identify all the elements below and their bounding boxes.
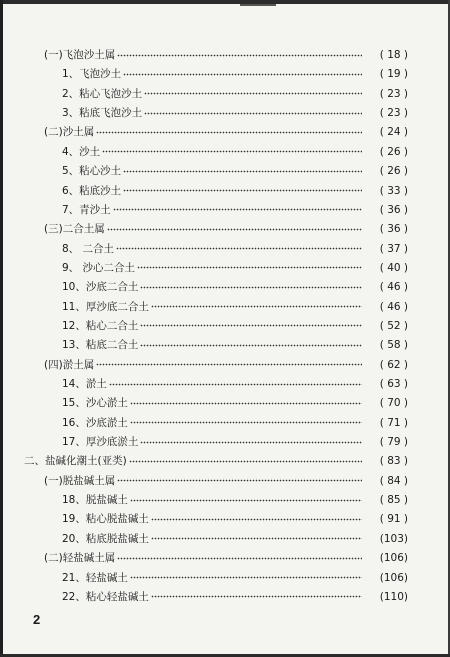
toc-entry	[0, 221, 450, 237]
dot-leader	[109, 380, 362, 388]
toc-entry-title: 5、粘心沙土	[62, 165, 122, 178]
toc-entry-title: (三)二合土属	[44, 223, 105, 236]
toc-entry-title: 17、厚沙底淤土	[62, 436, 139, 448]
dot-leader	[123, 167, 362, 175]
toc-entry	[0, 86, 450, 102]
toc-entry	[0, 550, 450, 566]
dot-leader	[117, 554, 362, 562]
toc-entry	[0, 144, 450, 160]
toc-entry	[0, 589, 450, 605]
dot-leader	[130, 399, 362, 407]
toc-entry-page: ( 40 )	[379, 261, 408, 274]
dot-leader	[151, 535, 362, 543]
dot-leader	[129, 457, 362, 465]
toc-entry-page: ( 24 )	[379, 126, 408, 139]
toc-entry-page: ( 23 )	[379, 107, 408, 120]
toc-entry-page: ( 18 )	[379, 49, 408, 61]
toc-entry-page: (110)	[379, 590, 408, 603]
toc-entry-page: ( 85 )	[379, 494, 408, 507]
toc-entry-title: 1、飞泡沙土	[62, 68, 122, 81]
toc-entry-page: ( 91 )	[379, 513, 408, 526]
toc-entry	[0, 183, 450, 199]
toc-entry	[0, 531, 450, 547]
toc-entry-title: 15、沙心淤土	[62, 397, 128, 410]
toc-entry-page: ( 26 )	[379, 165, 408, 178]
dot-leader	[102, 148, 362, 156]
dot-leader	[130, 574, 362, 582]
toc-entry-title: 4、沙土	[62, 145, 101, 158]
toc-entry-title: (一)飞泡沙土属	[44, 49, 116, 61]
dot-leader	[130, 419, 362, 427]
toc-entry-title: 22、粘心轻盐碱土	[62, 590, 149, 603]
toc-entry-title: 14、淤土	[62, 378, 107, 390]
dot-leader	[137, 264, 362, 272]
toc-entry-page: ( 63 )	[379, 378, 408, 390]
dot-leader	[144, 109, 362, 117]
toc-entry-page: ( 26 )	[379, 145, 408, 158]
toc-entry-title: (二)轻盐碱土属	[44, 552, 116, 565]
toc-entry-page: ( 62 )	[379, 358, 408, 371]
toc-entry	[0, 570, 450, 586]
page-number: 2	[33, 612, 41, 627]
toc-entry-page: ( 19 )	[379, 68, 408, 81]
dot-leader	[144, 90, 362, 98]
toc-entry-title: 8、 二合土	[62, 242, 115, 255]
dot-leader	[130, 496, 362, 504]
toc-entry	[0, 337, 450, 353]
dot-leader	[117, 51, 362, 59]
dot-leader	[117, 477, 362, 485]
toc-entry-title: 3、粘底飞泡沙土	[62, 107, 143, 120]
toc-entry	[0, 395, 450, 411]
toc-entry	[0, 376, 450, 392]
toc-entry-title: 16、沙底淤土	[62, 416, 128, 429]
dot-leader	[151, 593, 362, 601]
dot-leader	[96, 361, 362, 369]
dot-leader	[113, 206, 362, 214]
toc-entry	[0, 279, 450, 295]
toc-entry	[0, 202, 450, 218]
toc-entry-page: ( 37 )	[379, 242, 408, 255]
toc-entry	[0, 415, 450, 431]
toc-entry-title: 13、粘底二合土	[62, 339, 139, 352]
toc-entry-page: ( 33 )	[379, 184, 408, 197]
toc-entry-title: 20、粘底脱盐碱土	[62, 532, 149, 545]
toc-entry-title: 7、青沙土	[62, 203, 111, 216]
dot-leader	[140, 322, 362, 330]
toc-entry	[0, 511, 450, 527]
toc-entry-page: ( 36 )	[379, 203, 408, 216]
toc-entry-title: 2、粘心飞泡沙土	[62, 87, 143, 100]
toc-entry-page: (106)	[379, 571, 408, 584]
toc-entry-page: ( 46 )	[379, 300, 408, 313]
dot-leader	[96, 128, 362, 136]
toc-entry	[0, 105, 450, 121]
toc-entry-page: ( 70 )	[379, 397, 408, 410]
toc-entry	[0, 66, 450, 82]
toc-entry	[0, 318, 450, 334]
toc-entry-page: (106)	[379, 552, 408, 565]
toc-entry-title: 21、轻盐碱土	[62, 571, 128, 584]
toc-entry-page: ( 79 )	[379, 436, 408, 448]
dot-leader	[140, 341, 362, 349]
toc-entry-page: ( 23 )	[379, 87, 408, 100]
toc-entry	[0, 163, 450, 179]
toc-entry-title: 9、 沙心二合土	[62, 261, 136, 274]
toc-entry-page: ( 58 )	[379, 339, 408, 352]
toc-entry	[0, 47, 450, 63]
dot-leader	[140, 283, 362, 291]
toc-entry	[0, 260, 450, 276]
toc-entry-page: ( 52 )	[379, 319, 408, 332]
toc-entry	[0, 434, 450, 450]
toc-entry-title: 19、粘心脱盐碱土	[62, 513, 149, 526]
dot-leader	[107, 225, 362, 233]
toc-entry-title: 6、粘底沙土	[62, 184, 122, 197]
toc-entry-title: (四)淤土属	[44, 358, 95, 371]
toc-entry-title: 11、厚沙底二合土	[62, 300, 149, 313]
toc-entry-title: (一)脱盐碱土属	[44, 474, 116, 487]
dot-leader	[123, 187, 362, 195]
toc-entry	[0, 453, 450, 469]
dot-leader	[140, 438, 362, 446]
toc-entry-title: 10、沙底二合土	[62, 281, 139, 294]
toc-entry-title: (二)沙土属	[44, 126, 95, 139]
toc-entry-page: ( 83 )	[379, 455, 408, 468]
toc-entry	[0, 124, 450, 140]
toc-entry	[0, 473, 450, 489]
dot-leader	[151, 515, 362, 523]
toc-entry	[0, 492, 450, 508]
dot-leader	[151, 303, 362, 311]
toc-entry-page: (103)	[379, 532, 408, 545]
toc-entry-title: 12、粘心二合土	[62, 319, 139, 332]
dot-leader	[116, 245, 362, 253]
toc-entry	[0, 241, 450, 257]
toc-entry-title: 18、脱盐碱土	[62, 494, 128, 507]
toc-entry	[0, 299, 450, 315]
toc-entry-page: ( 71 )	[379, 416, 408, 429]
toc-entry-title: 二、盐碱化潮土(亚类)	[24, 455, 127, 468]
toc-entry	[0, 357, 450, 373]
toc-entry-page: ( 36 )	[379, 223, 408, 236]
toc-entry-page: ( 46 )	[379, 281, 408, 294]
toc-entry-page: ( 84 )	[379, 474, 408, 487]
dot-leader	[123, 70, 362, 78]
